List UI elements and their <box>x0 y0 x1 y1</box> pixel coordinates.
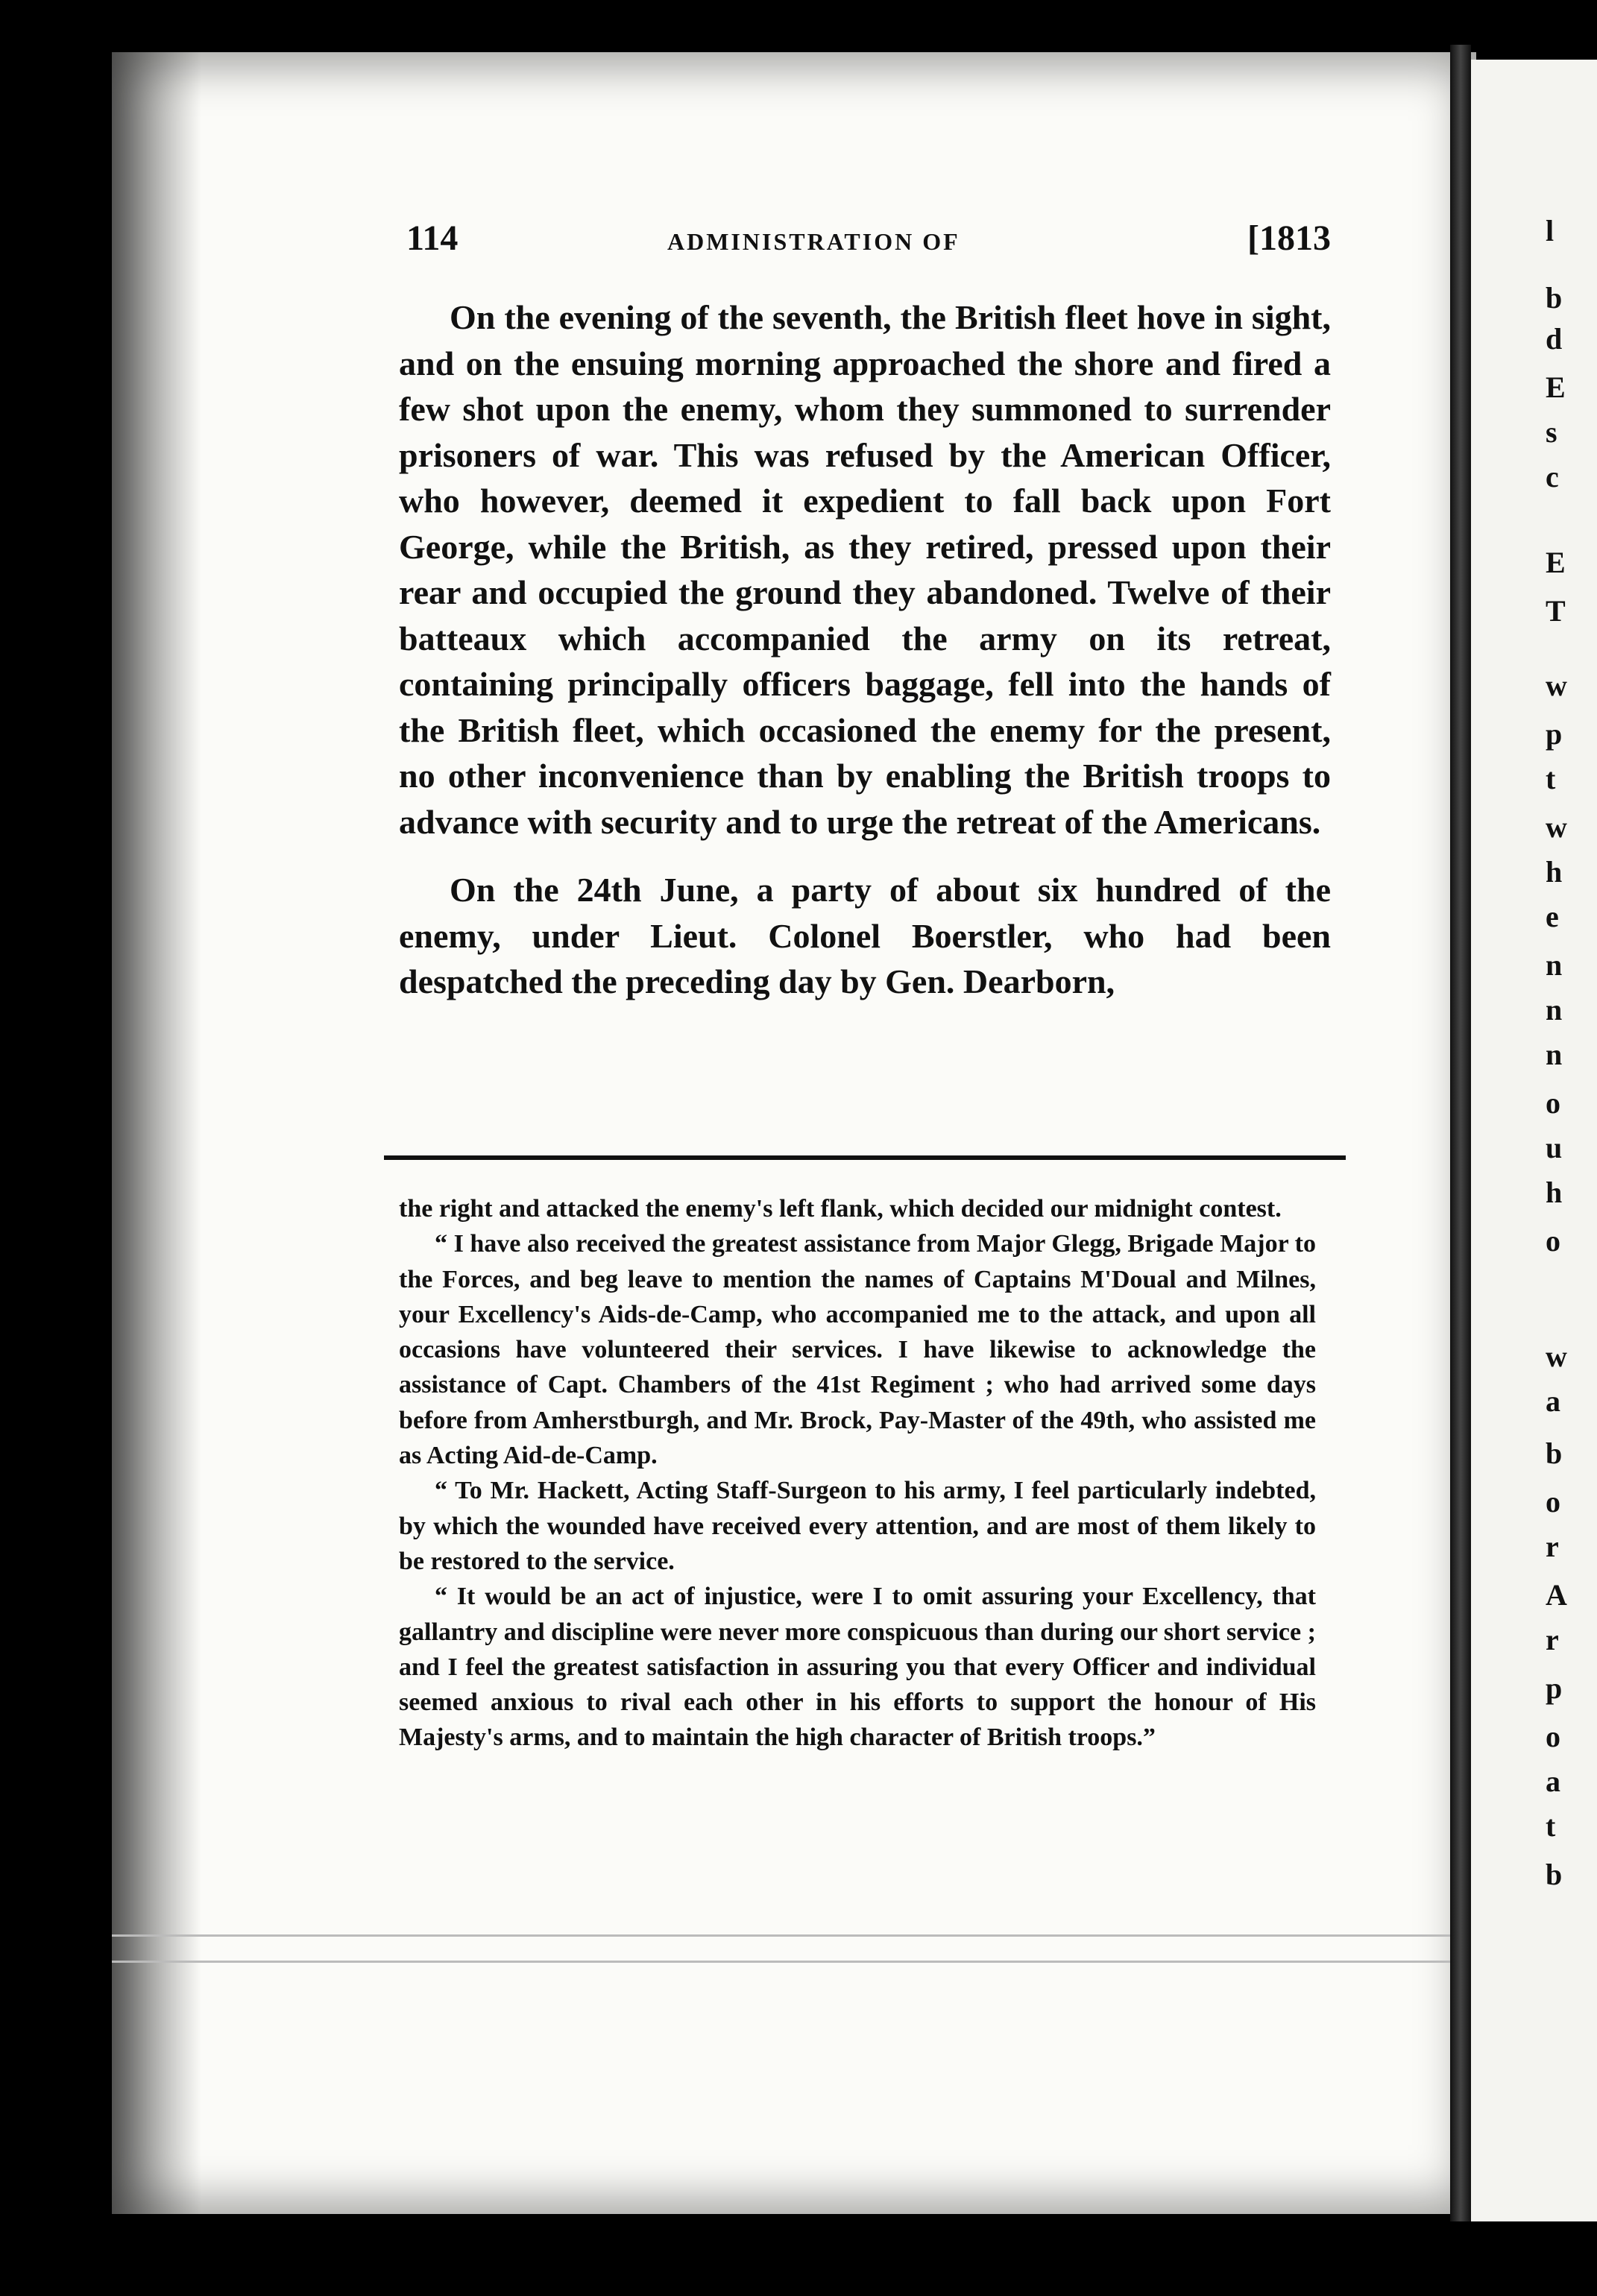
footnote-rule <box>384 1155 1346 1160</box>
adjacent-page-fragment: n <box>1546 948 1563 982</box>
adjacent-page-fragment: t <box>1546 762 1556 795</box>
paragraph: On the evening of the seventh, the British fleet hove in sight, and on the ensuing morning approached the shore and fired a few shot upon the enemy, whom they summoned to surrender prisoners of war. This was refused by the American Officer, who however, deemed it expedient to fall back upon Fort George, while the British, as they retired, pressed upon their rear and occupied the ground they abandoned. Twelve of their batteaux which accompanied the army on its retreat, containing principally officers baggage, fell into the hands of the British fleet, which occasioned the enemy for the present, no other inconvenience than by enabling the British troops to advance with security and to urge the retreat of the Americans. <box>399 298 1331 841</box>
adjacent-page-fragment: l <box>1546 214 1555 247</box>
adjacent-page-fragment: o <box>1546 1720 1560 1753</box>
page-header <box>406 218 1331 262</box>
adjacent-page-fragment: p <box>1546 1671 1563 1705</box>
adjacent-page-fragment: n <box>1546 993 1563 1026</box>
adjacent-page-fragment: u <box>1546 1131 1563 1164</box>
adjacent-page-fragment: e <box>1546 900 1559 933</box>
adjacent-page-fragment: w <box>1546 810 1567 844</box>
adjacent-page-fragment: h <box>1546 1176 1563 1209</box>
footnote <box>399 1191 1316 1756</box>
adjacent-page-fragment: w <box>1546 669 1567 702</box>
page-number: 114 <box>406 218 459 258</box>
running-title: ADMINISTRATION OF <box>667 228 960 255</box>
adjacent-page-fragment: n <box>1546 1038 1563 1071</box>
adjacent-page-fragment: p <box>1546 717 1563 751</box>
footnote-paragraph: the right and attacked the enemy's left flank, which decided our midnight contest. <box>399 1195 1282 1223</box>
adjacent-page-fragment: E <box>1546 370 1566 404</box>
adjacent-page-fragment: r <box>1546 1623 1559 1656</box>
adjacent-page-fragment: a <box>1546 1764 1560 1798</box>
adjacent-page-fragment: b <box>1546 1858 1563 1891</box>
adjacent-page-fragment: a <box>1546 1384 1560 1418</box>
book-gutter <box>1450 45 1471 2221</box>
adjacent-page-fragment: o <box>1546 1485 1560 1518</box>
adjacent-page-fragment: A <box>1546 1578 1567 1612</box>
adjacent-page-fragment: o <box>1546 1224 1560 1258</box>
adjacent-page-fragment: b <box>1546 281 1563 315</box>
adjacent-page-fragment: b <box>1546 1436 1563 1470</box>
adjacent-page-fragment: s <box>1546 415 1557 449</box>
adjacent-page-fragment: c <box>1546 460 1559 493</box>
footnote-paragraph: “ I have also received the greatest assistance from Major Glegg, Brigade Major to the Forces, and beg leave to mention the names of Captains M'Doual and Milnes, your Excellency's Aids-de-Camp, who accompanied me to the attack, and upon all occasions have volunteered their services. I have likewise to acknowledge the assistance of Capt. Chambers of the 41st Regiment ; who had arrived some days before from Amherstburgh, and Mr. Brock, Pay-Master of the 49th, who assisted me as Acting Aid-de-Camp. <box>399 1230 1316 1470</box>
scan-artifact-line <box>112 1961 1476 1963</box>
main-text <box>399 294 1331 1005</box>
footnote-paragraph: “ It would be an act of injustice, were I to omit assuring your Excellency, that gallantry and discipline were never more conspicuous than during our short service ; and I feel the greatest satisfaction in assuring you that every Officer and individual seemed anxious to rival each other in his efforts to support the honour of His Majesty's arms, and to maintain the high character of British troops.” <box>399 1583 1316 1752</box>
adjacent-page-fragment: o <box>1546 1086 1560 1120</box>
adjacent-page-fragment: h <box>1546 855 1563 889</box>
adjacent-page-fragment: t <box>1546 1809 1556 1843</box>
adjacent-page-fragment: w <box>1546 1340 1567 1373</box>
adjacent-page-fragment: T <box>1546 594 1566 628</box>
scan-artifact-line <box>112 1934 1476 1937</box>
year-marker: [1813 <box>1247 218 1331 258</box>
paragraph: On the 24th June, a party of about six hundred of the enemy, under Lieut. Colonel Boerstler, who had been despatched the preceding day by Gen. Dearborn, <box>399 871 1331 1000</box>
adjacent-page-fragment: E <box>1546 546 1566 579</box>
adjacent-page-edge <box>1471 60 1597 2221</box>
adjacent-page-fragment: d <box>1546 322 1563 356</box>
adjacent-page-fragment: r <box>1546 1530 1559 1563</box>
footnote-paragraph: “ To Mr. Hackett, Acting Staff-Surgeon to his army, I feel particularly indebted, by which the wounded have received every attention, and are most of them likely to be restored to the service. <box>399 1477 1316 1575</box>
